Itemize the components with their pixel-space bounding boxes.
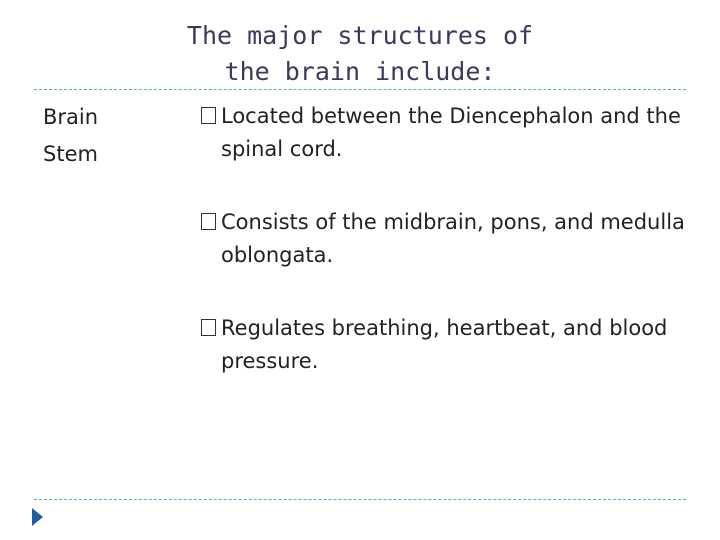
slide-title: The major structures of the brain include:: [186, 21, 534, 86]
square-bullet-icon: [201, 107, 216, 124]
bullet-item: [200, 206, 700, 272]
side-label: Brain Stem: [43, 105, 99, 166]
bullet-text: Consists of the midbrain, pons, and medulla oblongata.: [221, 210, 685, 267]
top-divider: [34, 89, 686, 90]
bullet-item: [200, 100, 700, 166]
triangle-arrow-icon[interactable]: [32, 508, 43, 526]
bullet-item: [200, 312, 700, 378]
bullet-text: Located between the Diencephalon and the spinal cord.: [221, 104, 681, 161]
bottom-divider: [34, 499, 686, 500]
bullet-text: Regulates breathing, heartbeat, and blood pressure.: [221, 316, 668, 373]
bullet-list: [200, 100, 700, 418]
square-bullet-icon: [201, 319, 216, 336]
square-bullet-icon: [201, 213, 216, 230]
